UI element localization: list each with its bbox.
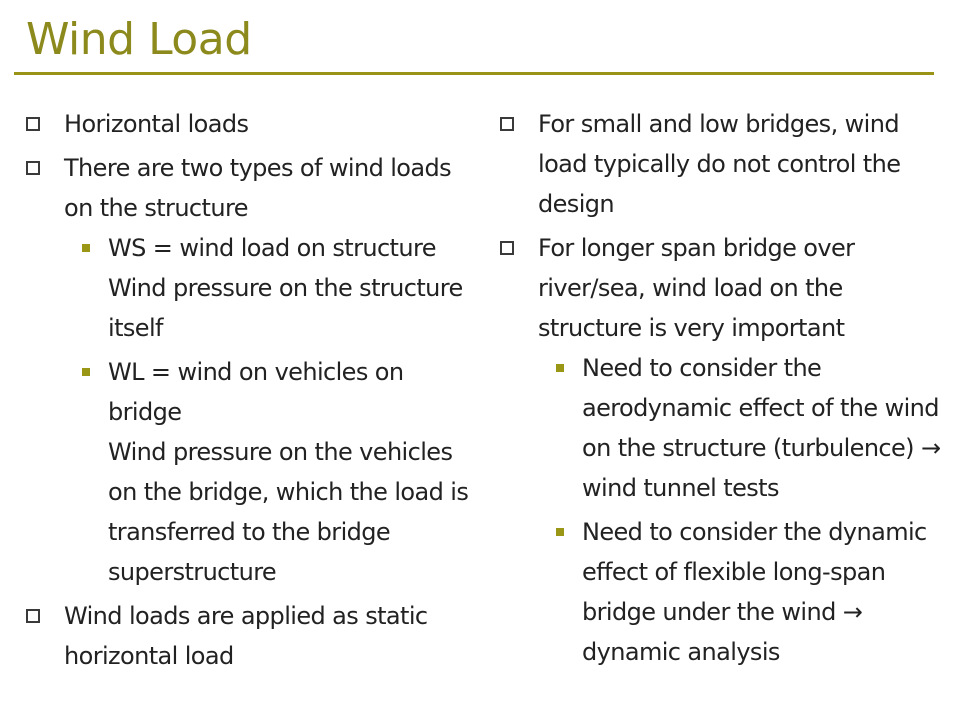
filled-square-bullet-icon — [556, 528, 564, 536]
left-column — [26, 104, 478, 680]
slide-title: Wind Load — [26, 14, 252, 65]
bullet-small-bridges — [500, 104, 945, 224]
hollow-square-bullet-icon — [26, 117, 40, 131]
title-divider — [14, 72, 934, 75]
sub-bullet-wl — [64, 352, 478, 592]
bullet-text: For small and low bridges, wind load typically do not control the design — [538, 110, 901, 218]
sub-bullet-ws — [64, 228, 478, 348]
sub-bullet-aerodynamic — [538, 348, 945, 508]
bullet-text: For longer span bridge over river/sea, wind load on the structure is very important — [538, 234, 855, 342]
filled-square-bullet-icon — [82, 368, 90, 376]
bullet-text: There are two types of wind loads on the structure — [64, 154, 452, 222]
filled-square-bullet-icon — [82, 244, 90, 252]
sub-bullet-dynamic — [538, 512, 945, 672]
hollow-square-bullet-icon — [500, 241, 514, 255]
sub-bullet-text: Need to consider the dynamic effect of flexible long-span bridge under the wind → dynamic analysis — [582, 518, 927, 666]
sub-bullet-text: Need to consider the aerodynamic effect of the wind on the structure (turbulence) → wind tunnel tests — [582, 354, 941, 502]
sub-bullet-description: Wind pressure on the structure itself — [108, 274, 463, 342]
sub-bullet-term: WS = wind load on structure — [108, 234, 436, 262]
filled-square-bullet-icon — [556, 364, 564, 372]
bullet-text: Horizontal loads — [64, 110, 249, 138]
hollow-square-bullet-icon — [26, 609, 40, 623]
hollow-square-bullet-icon — [500, 117, 514, 131]
hollow-square-bullet-icon — [26, 161, 40, 175]
sub-bullet-description: Wind pressure on the vehicles on the bridge, which the load is transferred to the bridge superstructure — [108, 438, 469, 586]
bullet-longer-span — [500, 228, 945, 672]
bullet-two-types — [26, 148, 478, 592]
bullet-text: Wind loads are applied as static horizontal load — [64, 602, 428, 670]
sub-list — [64, 228, 478, 592]
bullet-horizontal-loads — [26, 104, 478, 144]
sub-bullet-term: WL = wind on vehicles on bridge — [108, 358, 404, 426]
right-column — [500, 104, 945, 676]
bullet-static-load — [26, 596, 478, 676]
sub-list — [538, 348, 945, 672]
